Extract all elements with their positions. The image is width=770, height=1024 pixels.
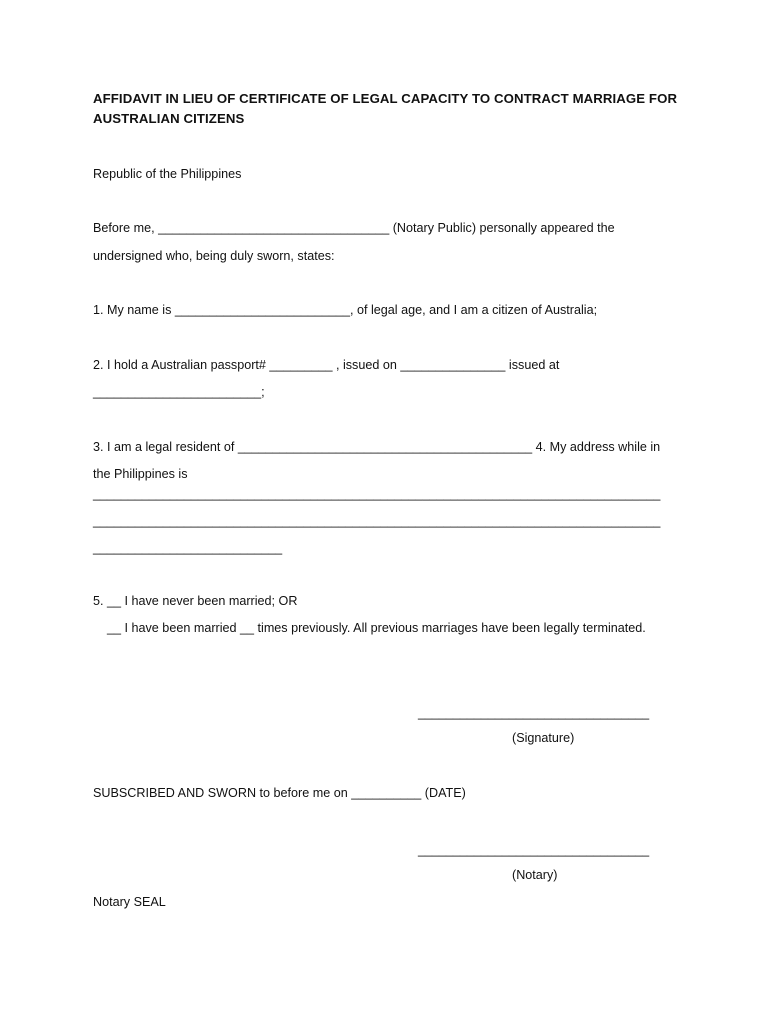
item-3-residence-line-1: 3. I am a legal resident of __________________________________________ 4. My address while in	[93, 440, 661, 454]
signature-blank: _________________________________	[418, 706, 650, 720]
item-2-passport-line-1: 2. I hold a Australian passport# _________ , issued on _______________ issued at	[93, 358, 560, 372]
document-title: AFFIDAVIT IN LIEU OF CERTIFICATE OF LEGAL CAPACITY TO CONTRACT MARRIAGE FOR AUSTRALIAN CITIZENS	[93, 91, 678, 126]
jurisdiction-line: Republic of the Philippines	[93, 167, 242, 181]
notary-label: (Notary)	[512, 868, 558, 882]
item-3-residence-line-2: the Philippines is	[93, 467, 188, 481]
address-blank-2: _________________________________________________________________________________	[93, 514, 661, 528]
notary-seal-label: Notary SEAL	[93, 895, 166, 909]
signature-label: (Signature)	[512, 731, 575, 745]
item-5-never-married: 5. __ I have never been married; OR	[93, 594, 298, 608]
address-blank-3: ___________________________	[93, 541, 283, 555]
address-blank-1: _________________________________________________________________________________	[93, 487, 661, 501]
subscribed-sworn-line: SUBSCRIBED AND SWORN to before me on __________ (DATE)	[93, 786, 466, 800]
item-1-name: 1. My name is _________________________, of legal age, and I am a citizen of Australia;	[93, 303, 598, 317]
notary-signature-blank: _________________________________	[418, 843, 650, 857]
item-5-previously-married: __ I have been married __ times previously. All previous marriages have been legally terminated.	[93, 621, 646, 635]
before-me-line-1: Before me, _________________________________ (Notary Public) personally appeared the	[93, 221, 615, 235]
item-2-passport-line-2: ________________________;	[93, 385, 265, 399]
before-me-line-2: undersigned who, being duly sworn, states:	[93, 249, 335, 263]
